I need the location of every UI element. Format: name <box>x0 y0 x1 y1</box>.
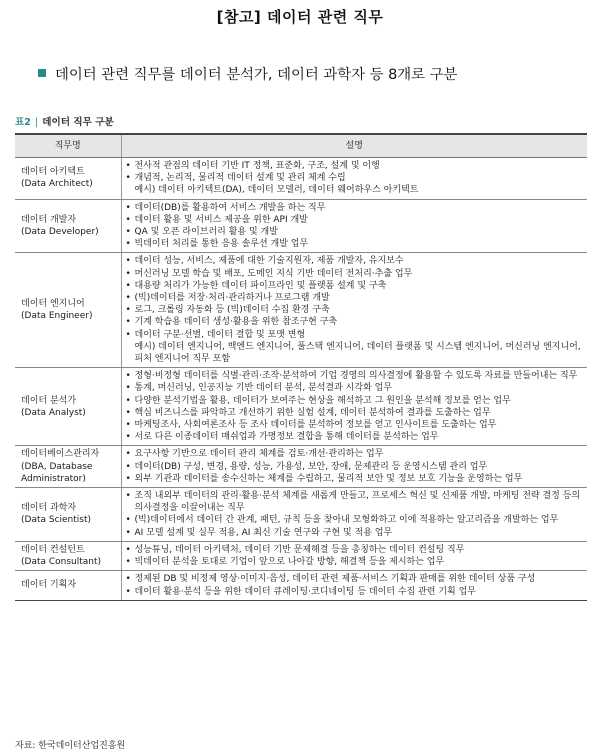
role-name-cell <box>15 253 121 368</box>
table-row <box>15 571 587 600</box>
role-name-ko: 데이터베이스관리자 <box>21 449 100 460</box>
description-list <box>125 448 586 485</box>
table-row <box>15 446 587 488</box>
role-name-en: (DBA, Database Administrator) <box>21 461 93 484</box>
table-row <box>15 368 587 446</box>
description-cell <box>121 571 587 600</box>
description-item: • (빅)데이터에서 데이터 간 관계, 패턴, 규칙 등을 찾아내 모형화하고 이에 적용하는 알고리즘을 개발하는 업무 <box>125 514 586 526</box>
description-list <box>125 544 586 568</box>
role-name-ko: 데이터 컨설턴트 <box>21 544 85 555</box>
job-table <box>15 133 587 601</box>
role-name-ko: 데이터 엔지니어 <box>21 299 85 310</box>
description-item: • 데이터 활용 및 서비스 제공을 위한 API 개발 <box>125 214 586 226</box>
role-name-en: (Data Developer) <box>21 227 99 238</box>
description-item: • 데이터 성능, 서비스, 제품에 대한 기술지원자, 제품 개발자, 유지보수 <box>125 255 586 267</box>
role-name-cell <box>15 446 121 488</box>
header-description: 설명 <box>121 134 587 158</box>
role-name-en: (Data Analyst) <box>21 407 86 418</box>
description-item: • 데이터 구분·선별, 데이터 결합 및 포맷 변형 <box>125 329 586 341</box>
description-item: • 다양한 분석기법을 활용, 데이터가 보여주는 현상을 해석하고 그 원인을 분석해 정보를 얻는 업무 <box>125 395 586 407</box>
description-item: • 머신러닝 모델 학습 및 배포, 도메인 지식 기반 데이터 전처리·추출 업무 <box>125 268 586 280</box>
table-row <box>15 541 587 570</box>
job-table-body <box>15 158 587 601</box>
description-item: • 데이터(DB)를 활용하여 서비스 개발을 하는 직무 <box>125 202 586 214</box>
role-name-ko: 데이터 아키텍트 <box>21 167 85 178</box>
description-list <box>125 573 586 597</box>
description-item: • 정형·비정형 데이터를 식별·관리·조작·분석하여 기업 경영의 의사결정에 활용할 수 있도록 자료를 만들어내는 직무 <box>125 370 586 382</box>
role-name-cell <box>15 158 121 200</box>
description-cell <box>121 541 587 570</box>
description-item: • 로그, 크롤링 자동화 등 (빅)데이터 수집 환경 구축 <box>125 304 586 316</box>
description-cell <box>121 446 587 488</box>
description-item: • 빅데이터 처리를 통한 응용 솔루션 개발 업무 <box>125 238 586 250</box>
description-list <box>125 255 586 365</box>
role-name-cell <box>15 571 121 600</box>
role-name-en: (Data Consultant) <box>21 557 102 568</box>
role-name-cell <box>15 368 121 446</box>
description-item: • 전사적 관점의 데이터 기반 IT 정책, 표준화, 구조, 설계 및 이행 <box>125 160 586 172</box>
description-item: • 요구사항 기반으로 데이터 관리 체계를 검토·개선·관리하는 업무 <box>125 448 586 460</box>
description-item: • AI 모델 설계 및 실무 적용, AI 최신 기술 연구와 구현 및 적용 업무 <box>125 527 586 539</box>
description-list <box>125 370 586 443</box>
description-item: • 마케팅조사, 사회여론조사 등 조사 데이터를 분석하여 정보를 얻고 인사이트를 도출하는 업무 <box>125 419 586 431</box>
description-item: • 외부 기관과 데이터를 송수신하는 체계를 수립하고, 물리적 보안 및 정보 보호 기능을 운영하는 업무 <box>125 473 586 485</box>
role-name-en: (Data Engineer) <box>21 311 93 322</box>
source-note: 자료: 한국데이터산업진흥원 <box>15 741 126 751</box>
description-cell <box>121 158 587 200</box>
caption-divider: | <box>34 117 39 128</box>
description-list <box>125 160 586 197</box>
description-cell <box>121 488 587 542</box>
description-list <box>125 202 586 251</box>
table-row <box>15 488 587 542</box>
description-item: • 데이터(DB) 구성, 변경, 용량, 성능, 가용성, 보안, 장애, 문제관리 등 운영시스템 관리 업무 <box>125 461 586 473</box>
description-cell <box>121 199 587 253</box>
role-name-ko: 데이터 과학자 <box>21 503 77 514</box>
description-list <box>125 490 586 539</box>
description-item: • 서로 다른 이종데이터 매쉬업과 가명정보 결합을 통해 데이터를 분석하는 업무 <box>125 431 586 443</box>
header-role: 직무명 <box>15 134 121 158</box>
description-item: • 기계 학습용 데이터 생성·활용을 위한 참조구현 구축 <box>125 316 586 328</box>
description-item: • 성능튜닝, 데이터 아키텍처, 데이터 기반 문제해결 등을 총칭하는 데이터 컨설팅 직무 <box>125 544 586 556</box>
description-item: • 조직 내외부 데이터의 관리·활용·분석 체계를 새롭게 만들고, 프로세스 혁신 및 신제품 개발, 마케팅 전략 결정 등의 의사결정을 이끌어내는 직무 <box>125 490 586 514</box>
description-cell <box>121 368 587 446</box>
description-item: • 정제된 DB 및 비정제 영상·이미지·음성, 데이터 관련 제품·서비스 기획과 판매를 위한 데이터 상품 구성 <box>125 573 586 585</box>
page-title: [참고] 데이터 관련 직무 <box>216 8 384 26</box>
table-caption <box>15 114 114 128</box>
description-item: • 데이터 활용·분석 등을 위한 데이터 큐레이팅·코디네이팅 등 데이터 수집 관련 기획 업무 <box>125 586 586 598</box>
role-name-ko: 데이터 기획자 <box>21 580 77 591</box>
description-item: • QA 및 오픈 라이브러리 활용 및 개발 <box>125 226 586 238</box>
role-name-cell <box>15 541 121 570</box>
table-row <box>15 158 587 200</box>
description-item: • (빅)데이터를 저장·처리·관리하거나 프로그램 개발 <box>125 292 586 304</box>
role-name-ko: 데이터 분석가 <box>21 395 77 406</box>
role-name-ko: 데이터 개발자 <box>21 214 77 225</box>
description-item: 예시) 데이터 아키텍트(DA), 데이터 모델러, 데이터 웨어하우스 아키텍트 <box>134 185 419 196</box>
description-item: • 통계, 머신러닝, 인공지능 기반 데이터 분석, 분석결과 시각화 업무 <box>125 382 586 394</box>
role-name-en: (Data Scientist) <box>21 515 92 526</box>
square-bullet-icon <box>38 69 46 77</box>
description-item: • 개념적, 논리적, 물리적 데이터 설계 및 관리 체계 수립 <box>125 172 586 184</box>
role-name-cell <box>15 488 121 542</box>
table-number: 표2 <box>15 117 31 128</box>
description-item: 예시) 데이터 엔지니어, 백엔드 엔지니어, 풀스택 엔지니어, 데이터 플랫폼 및 시스템 엔지니어, 머신러닝 엔지니어, 피처 엔지니어 직무 포함 <box>134 341 581 365</box>
role-name-cell <box>15 199 121 253</box>
description-item: • 빅데이터 분석을 토대로 기업이 앞으로 나아갈 방향, 해결책 등을 제시하는 업무 <box>125 556 586 568</box>
headline <box>38 63 598 84</box>
table-caption-title: 데이터 직무 구분 <box>42 117 114 128</box>
table-header-row <box>15 134 587 158</box>
description-item: • 대용량 처리가 가능한 데이터 파이프라인 및 플랫폼 설계 및 구축 <box>125 280 586 292</box>
table-row <box>15 199 587 253</box>
table-row <box>15 253 587 368</box>
description-cell <box>121 253 587 368</box>
description-item: • 핵심 비즈니스를 파악하고 개선하기 위한 실험 설계, 데이터 분석하여 결과를 도출하는 업무 <box>125 407 586 419</box>
headline-text: 데이터 관련 직무를 데이터 분석가, 데이터 과학자 등 8개로 구분 <box>55 67 458 83</box>
role-name-en: (Data Architect) <box>21 179 93 190</box>
